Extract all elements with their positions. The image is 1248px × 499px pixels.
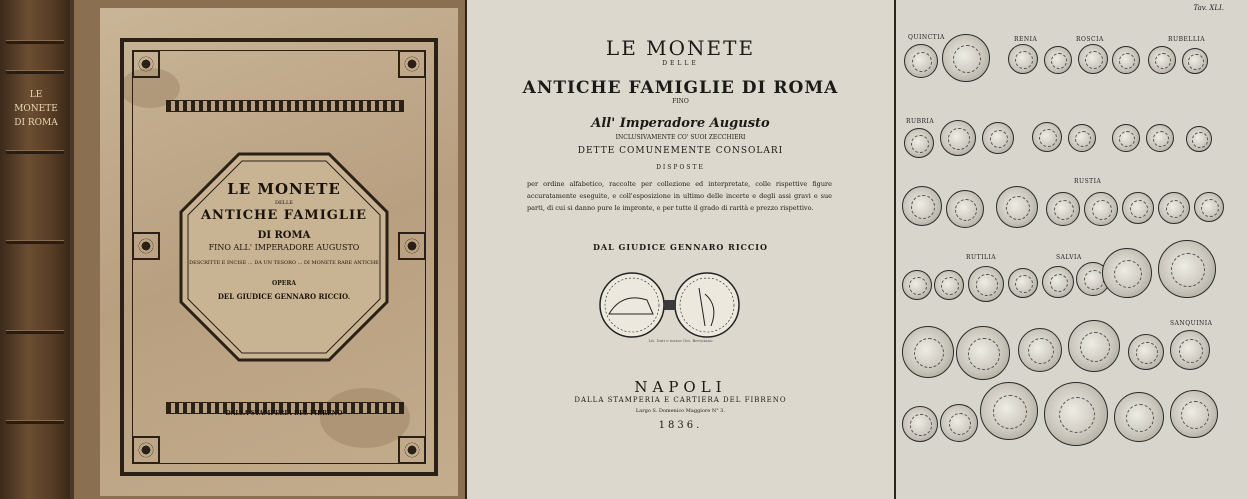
spine-band <box>6 330 64 334</box>
cover-famiglie: ANTICHE FAMIGLIE <box>200 208 368 223</box>
coin <box>902 186 942 226</box>
coin <box>1102 248 1152 298</box>
coin <box>982 122 1014 154</box>
coin <box>1158 192 1190 224</box>
cover-opera: OPERA <box>272 280 296 287</box>
book-spine <box>0 0 70 499</box>
coin-plate-photo <box>896 0 1248 499</box>
coin <box>1078 44 1108 74</box>
plate-label: RUBRIA <box>906 118 935 125</box>
tp-year: 1836. <box>658 420 703 431</box>
coin <box>1008 268 1038 298</box>
coin <box>1068 124 1096 152</box>
cover-title: LE MONETE <box>227 180 341 198</box>
tp-press: DALLA STAMPERIA E CARTIERA DEL FIBRENO <box>574 396 787 404</box>
coin <box>904 128 934 158</box>
cover-title-block <box>179 152 389 362</box>
coin <box>1044 382 1108 446</box>
coin <box>1008 44 1038 74</box>
plate-label: SANQUINIA <box>1170 320 1213 327</box>
coin <box>1112 124 1140 152</box>
panel-divider <box>465 0 467 499</box>
title-page-photo <box>467 0 894 499</box>
coin <box>1018 328 1062 372</box>
coin <box>946 190 984 228</box>
tp-famiglie: ANTICHE FAMIGLIE DI ROMA <box>522 78 839 98</box>
coin <box>902 270 932 300</box>
coin <box>1170 390 1218 438</box>
tp-caption: Lit. Dati e incise Gio. Bresciano <box>648 338 713 343</box>
corner-ornament <box>132 50 160 78</box>
coin <box>1128 334 1164 370</box>
spine-band <box>6 420 64 424</box>
tp-body-text: per ordine alfabetico, raccolte per collezione ed interpretate, colle rispettive figure accuratamente eseguite, e coll'esposizione in ultimo delle incerte e degli assi gravi e sue parti, di cui si danno pure le impronte, e per tutte il grado di rarità e prezzo rispettivo. <box>527 180 832 212</box>
coin <box>902 406 938 442</box>
coin <box>1068 320 1120 372</box>
tp-dette: DETTE COMUNEMENTE CONSOLARI <box>577 146 784 156</box>
coin <box>1046 192 1080 226</box>
coin <box>1182 48 1208 74</box>
cover-author: DEL GIUDICE GENNARO RICCIO. <box>217 292 351 301</box>
title-coin-illustration <box>587 270 767 340</box>
side-ornament <box>132 232 160 260</box>
coin <box>940 120 976 156</box>
plate-title: Tav. XLI. <box>1193 4 1224 12</box>
coin <box>980 382 1038 440</box>
cover-fino: FINO ALL' IMPERADORE AUGUSTO <box>208 243 360 252</box>
coin <box>1032 122 1062 152</box>
tp-title: LE MONETE <box>605 36 756 60</box>
coin <box>1186 126 1212 152</box>
plate-label: RUBELLIA <box>1168 36 1206 43</box>
spine-band <box>6 150 64 154</box>
spine-band <box>6 240 64 244</box>
coin <box>1114 392 1164 442</box>
coin <box>968 266 1004 302</box>
plate-label: RUSTIA <box>1074 178 1102 185</box>
coin <box>1146 124 1174 152</box>
plate-label: ROSCIA <box>1076 36 1104 43</box>
coin <box>904 44 938 78</box>
plate-label: RENIA <box>1014 36 1038 43</box>
coin <box>1042 266 1074 298</box>
spine-label-line: LE MONETE <box>14 90 58 114</box>
coin <box>996 186 1038 228</box>
spine-label <box>8 88 64 130</box>
coin <box>1122 192 1154 224</box>
ornamental-frame <box>120 38 438 476</box>
plate-label: RUTILIA <box>966 254 997 261</box>
plate-label: QUINCTIA <box>908 34 945 41</box>
coin <box>942 34 990 82</box>
plate-label: SALVIA <box>1056 254 1082 261</box>
book-cover-photo <box>0 0 465 499</box>
spine-band <box>6 40 64 44</box>
title-page <box>467 0 894 499</box>
coin <box>1112 46 1140 74</box>
cover-footer: DALLA STAMPERIA DEL FIBRENO <box>225 410 343 417</box>
coin <box>1148 46 1176 74</box>
tp-fino: FINO <box>672 98 689 105</box>
coin <box>934 270 964 300</box>
tp-author: DAL GIUDICE GENNARO RICCIO <box>592 242 769 252</box>
cover-paper <box>100 8 458 496</box>
coin <box>1158 240 1216 298</box>
tp-address: Largo S. Domenico Maggiore N° 3. <box>635 408 726 414</box>
coin <box>956 326 1010 380</box>
cover-subtitle: DESCRITTE E INCISE ... DA UN TESORO ... DI MONETE RARE ANTICHE <box>189 260 379 266</box>
side-ornament <box>398 232 426 260</box>
ornament-strip <box>166 100 404 112</box>
spine-label-line: DI ROMA <box>14 118 58 128</box>
coin <box>940 404 978 442</box>
coin <box>1044 46 1072 74</box>
coin <box>1194 192 1224 222</box>
corner-ornament <box>132 436 160 464</box>
cover-board <box>74 0 465 499</box>
panel-divider <box>894 0 896 499</box>
coin <box>1170 330 1210 370</box>
tp-inclusivamente: INCLUSIVAMENTE CO' SUOI ZECCHIERI <box>615 134 746 141</box>
tp-delle: DELLE <box>662 60 699 67</box>
corner-ornament <box>398 436 426 464</box>
tp-disposte: DISPOSTE <box>656 164 705 171</box>
corner-ornament <box>398 50 426 78</box>
cover-di-roma: DI ROMA <box>257 230 311 241</box>
tp-augusto: All' Imperadore Augusto <box>591 116 770 131</box>
tp-city: NAPOLI <box>634 378 727 396</box>
cover-delle: DELLE <box>275 200 293 206</box>
spine-band <box>6 70 64 74</box>
coin <box>902 326 954 378</box>
coin <box>1084 192 1118 226</box>
